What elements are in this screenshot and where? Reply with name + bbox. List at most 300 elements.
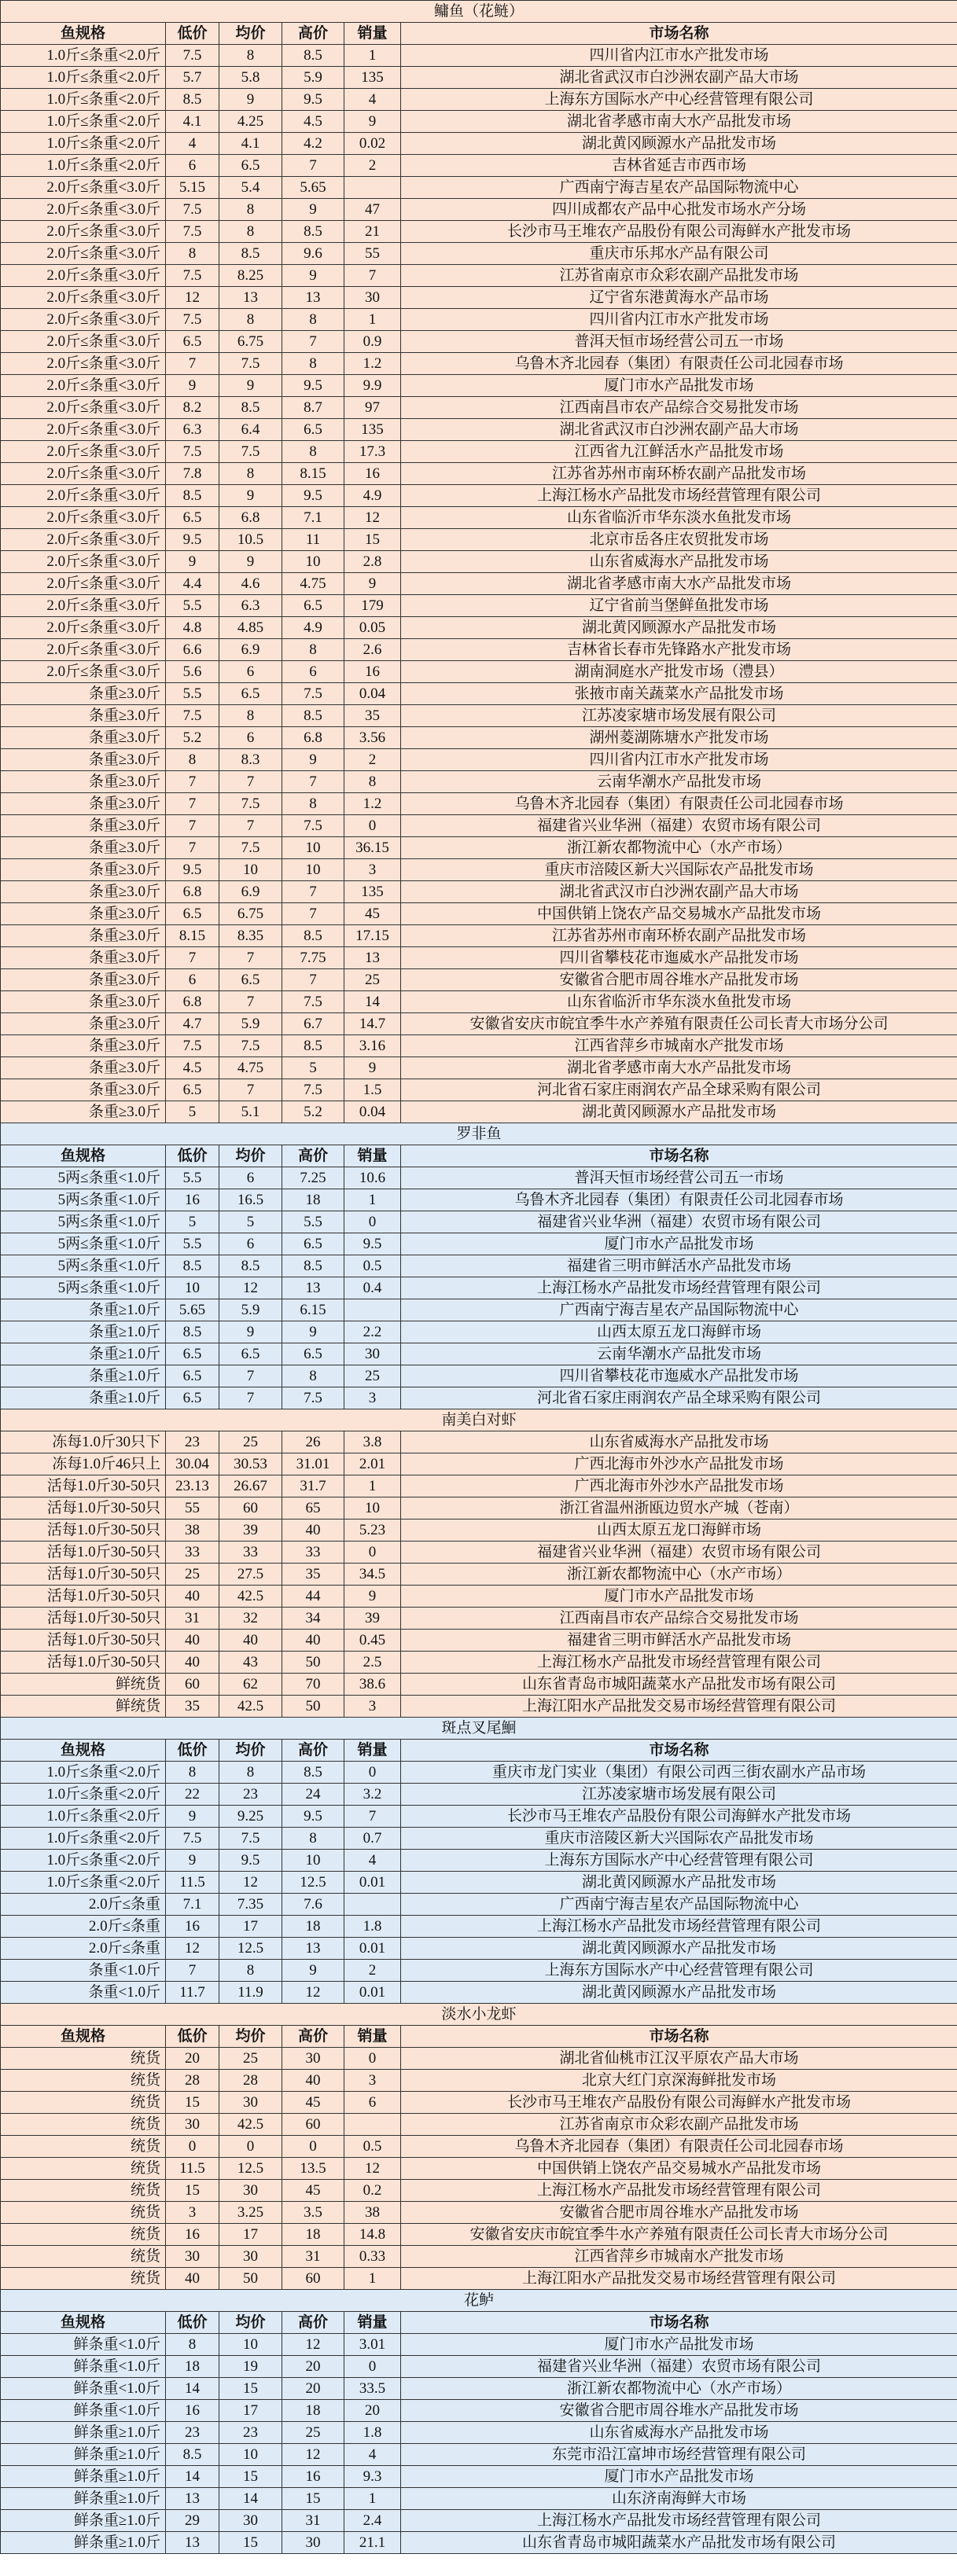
high-price-cell: 16 (282, 2466, 344, 2488)
spec-cell: 鲜条重≥1.0斤 (1, 2444, 166, 2466)
low-price-cell: 15 (166, 2180, 219, 2202)
avg-price-cell: 6 (219, 1233, 282, 1255)
volume-cell: 2.2 (344, 1321, 401, 1343)
volume-cell: 1.5 (344, 1079, 401, 1101)
avg-price-cell: 9 (219, 1321, 282, 1343)
avg-price-cell: 17 (219, 2224, 282, 2246)
table-row (1, 749, 957, 771)
market-cell: 吉林省长春市先锋路水产批发市场 (401, 639, 957, 661)
table-row (1, 2444, 957, 2466)
avg-price-cell: 6 (219, 1167, 282, 1189)
market-cell: 湖北省仙桃市江汉平原农产品大市场 (401, 2048, 957, 2070)
avg-price-cell: 6.9 (219, 639, 282, 661)
column-header: 高价 (282, 1145, 344, 1167)
high-price-cell: 8.5 (282, 221, 344, 243)
spec-cell: 统货 (1, 2268, 166, 2290)
volume-cell: 12 (344, 2158, 401, 2180)
volume-cell: 30 (344, 1343, 401, 1365)
market-cell: 辽宁省前当堡鲜鱼批发市场 (401, 595, 957, 617)
low-price-cell: 5.5 (166, 683, 219, 705)
market-cell: 长沙市马王堆农产品股份有限公司海鲜水产批发市场 (401, 1806, 957, 1828)
volume-cell: 25 (344, 969, 401, 991)
table-row (1, 1696, 957, 1718)
volume-cell: 135 (344, 67, 401, 89)
table-row (1, 1674, 957, 1696)
spec-cell: 条重≥1.0斤 (1, 1387, 166, 1409)
table-row (1, 771, 957, 793)
low-price-cell: 8 (166, 1762, 219, 1784)
table-row (1, 2202, 957, 2224)
volume-cell: 38.6 (344, 1674, 401, 1696)
high-price-cell: 7 (282, 155, 344, 177)
spec-cell: 统货 (1, 2180, 166, 2202)
volume-cell: 9 (344, 111, 401, 133)
avg-price-cell: 9 (219, 485, 282, 507)
avg-price-cell: 16.5 (219, 1189, 282, 1211)
volume-cell: 0.04 (344, 1101, 401, 1123)
section-crayfish (1, 2004, 957, 2290)
market-cell: 江苏省苏州市南环桥农副产品批发市场 (401, 463, 957, 485)
avg-price-cell: 7.35 (219, 1894, 282, 1916)
avg-price-cell: 12 (219, 1277, 282, 1299)
market-cell: 湖北黄冈顾源水产品批发市场 (401, 1982, 957, 2004)
market-cell: 吉林省延吉市西市场 (401, 155, 957, 177)
low-price-cell: 6.5 (166, 1079, 219, 1101)
low-price-cell: 12 (166, 1938, 219, 1960)
low-price-cell: 40 (166, 2268, 219, 2290)
column-header: 高价 (282, 2312, 344, 2334)
low-price-cell: 7.5 (166, 199, 219, 221)
table-row (1, 2048, 957, 2070)
table-row (1, 1630, 957, 1652)
market-cell: 乌鲁木齐北园春（集团）有限责任公司北园春市场 (401, 793, 957, 815)
spec-cell: 鲜条重≥1.0斤 (1, 2466, 166, 2488)
column-header: 市场名称 (401, 2026, 957, 2048)
spec-cell: 条重≥3.0斤 (1, 793, 166, 815)
market-cell: 安徽省合肥市周谷堆水产品批发市场 (401, 2202, 957, 2224)
low-price-cell: 6.5 (166, 331, 219, 353)
high-price-cell: 20 (282, 2378, 344, 2400)
market-cell: 山东济南海鲜大市场 (401, 2488, 957, 2510)
avg-price-cell: 4.6 (219, 573, 282, 595)
avg-price-cell: 7 (219, 1365, 282, 1387)
table-row (1, 1189, 957, 1211)
table-row (1, 969, 957, 991)
volume-cell: 1.2 (344, 793, 401, 815)
table-row (1, 2532, 957, 2554)
table-row (1, 67, 957, 89)
spec-cell: 条重≥3.0斤 (1, 859, 166, 881)
high-price-cell: 7.5 (282, 683, 344, 705)
low-price-cell: 33 (166, 1542, 219, 1564)
avg-price-cell: 42.5 (219, 2114, 282, 2136)
high-price-cell: 20 (282, 2356, 344, 2378)
avg-price-cell: 6.75 (219, 903, 282, 925)
avg-price-cell: 33 (219, 1542, 282, 1564)
volume-cell: 17.3 (344, 441, 401, 463)
low-price-cell: 6 (166, 969, 219, 991)
spec-cell: 2.0斤≤条重<3.0斤 (1, 397, 166, 419)
avg-price-cell: 7.5 (219, 441, 282, 463)
low-price-cell: 30.04 (166, 1453, 219, 1475)
high-price-cell: 3.5 (282, 2202, 344, 2224)
volume-cell: 2.01 (344, 1453, 401, 1475)
table-row (1, 1101, 957, 1123)
volume-cell: 5.23 (344, 1520, 401, 1542)
market-cell: 厦门市水产品批发市场 (401, 1233, 957, 1255)
avg-price-cell: 15 (219, 2378, 282, 2400)
market-cell: 上海东方国际水产中心经营管理有限公司 (401, 1960, 957, 1982)
spec-cell: 条重<1.0斤 (1, 1960, 166, 1982)
column-header: 高价 (282, 1740, 344, 1762)
high-price-cell: 4.2 (282, 133, 344, 155)
spec-cell: 统货 (1, 2114, 166, 2136)
high-price-cell: 4.9 (282, 617, 344, 639)
table-row (1, 2356, 957, 2378)
table-row (1, 551, 957, 573)
table-row (1, 2092, 957, 2114)
spec-cell: 1.0斤≤条重<2.0斤 (1, 111, 166, 133)
table-row (1, 727, 957, 749)
low-price-cell: 14 (166, 2466, 219, 2488)
market-cell: 山东省青岛市城阳蔬菜水产品批发市场有限公司 (401, 2532, 957, 2554)
low-price-cell: 11.5 (166, 1872, 219, 1894)
column-header: 市场名称 (401, 23, 957, 45)
volume-cell: 135 (344, 419, 401, 441)
volume-cell: 10.6 (344, 1167, 401, 1189)
volume-cell: 20 (344, 2400, 401, 2422)
market-cell: 厦门市水产品批发市场 (401, 2466, 957, 2488)
avg-price-cell: 7 (219, 1079, 282, 1101)
avg-price-cell: 12.5 (219, 1938, 282, 1960)
low-price-cell: 16 (166, 2224, 219, 2246)
volume-cell: 2.6 (344, 639, 401, 661)
high-price-cell: 11 (282, 529, 344, 551)
spec-cell: 2.0斤≤条重<3.0斤 (1, 551, 166, 573)
avg-price-cell: 9 (219, 375, 282, 397)
high-price-cell: 40 (282, 1630, 344, 1652)
market-cell: 上海江杨水产品批发市场经营管理有限公司 (401, 1652, 957, 1674)
market-cell: 安徽省安庆市皖宜季牛水产养殖有限责任公司长青大市场分公司 (401, 1013, 957, 1035)
market-cell: 湖南洞庭水产批发市场（澧县） (401, 661, 957, 683)
high-price-cell: 8 (282, 441, 344, 463)
avg-price-cell: 42.5 (219, 1696, 282, 1718)
spec-cell: 条重≥3.0斤 (1, 925, 166, 947)
low-price-cell: 25 (166, 1564, 219, 1586)
volume-cell: 55 (344, 243, 401, 265)
avg-price-cell: 7 (219, 947, 282, 969)
spec-cell: 2.0斤≤条重<3.0斤 (1, 331, 166, 353)
volume-cell: 1 (344, 2488, 401, 2510)
low-price-cell: 7 (166, 771, 219, 793)
spec-cell: 鲜条重≥1.0斤 (1, 2532, 166, 2554)
avg-price-cell: 26.67 (219, 1475, 282, 1497)
high-price-cell: 8.5 (282, 1255, 344, 1277)
low-price-cell: 5.65 (166, 1299, 219, 1321)
table-row (1, 595, 957, 617)
spec-cell: 鲜条重<1.0斤 (1, 2356, 166, 2378)
high-price-cell: 31.7 (282, 1475, 344, 1497)
table-row (1, 617, 957, 639)
volume-cell: 97 (344, 397, 401, 419)
spec-cell: 条重≥3.0斤 (1, 947, 166, 969)
high-price-cell: 24 (282, 1784, 344, 1806)
table-row (1, 1542, 957, 1564)
market-cell: 山东省威海水产品批发市场 (401, 551, 957, 573)
high-price-cell: 6.7 (282, 1013, 344, 1035)
high-price-cell: 9.6 (282, 243, 344, 265)
high-price-cell: 7.5 (282, 1079, 344, 1101)
volume-cell: 135 (344, 881, 401, 903)
market-cell: 浙江新农都物流中心（水产市场） (401, 1564, 957, 1586)
high-price-cell: 6.5 (282, 1343, 344, 1365)
column-header: 鱼规格 (1, 1740, 166, 1762)
avg-price-cell: 11.9 (219, 1982, 282, 2004)
section-channel-catfish (1, 1718, 957, 2004)
avg-price-cell: 9 (219, 89, 282, 111)
high-price-cell: 5.5 (282, 1211, 344, 1233)
high-price-cell: 13 (282, 1277, 344, 1299)
low-price-cell: 5.5 (166, 595, 219, 617)
spec-cell: 1.0斤≤条重<2.0斤 (1, 1872, 166, 1894)
volume-cell: 0 (344, 2048, 401, 2070)
market-cell: 河北省石家庄雨润农产品全球采购有限公司 (401, 1387, 957, 1409)
table-row (1, 1211, 957, 1233)
high-price-cell: 31 (282, 2510, 344, 2532)
volume-cell: 3 (344, 1696, 401, 1718)
market-cell: 广西北海市外沙水产品批发市场 (401, 1475, 957, 1497)
high-price-cell: 45 (282, 2180, 344, 2202)
market-cell: 上海江杨水产品批发市场经营管理有限公司 (401, 2180, 957, 2202)
high-price-cell: 40 (282, 1520, 344, 1542)
spec-cell: 统货 (1, 2136, 166, 2158)
table-row (1, 683, 957, 705)
table-row (1, 1586, 957, 1608)
low-price-cell: 6.6 (166, 639, 219, 661)
table-row (1, 2334, 957, 2356)
high-price-cell: 60 (282, 2114, 344, 2136)
market-cell: 福建省三明市鲜活水产品批发市场 (401, 1255, 957, 1277)
avg-price-cell: 8.3 (219, 749, 282, 771)
high-price-cell: 4.75 (282, 573, 344, 595)
market-cell: 安徽省安庆市皖宜季牛水产养殖有限责任公司长青大市场分公司 (401, 2224, 957, 2246)
avg-price-cell: 39 (219, 1520, 282, 1542)
spec-cell: 1.0斤≤条重<2.0斤 (1, 45, 166, 67)
low-price-cell: 5.7 (166, 67, 219, 89)
market-cell: 厦门市水产品批发市场 (401, 2334, 957, 2356)
spec-cell: 2.0斤≤条重 (1, 1894, 166, 1916)
volume-cell: 3.16 (344, 1035, 401, 1057)
high-price-cell: 7 (282, 331, 344, 353)
section-title-row (1, 1409, 957, 1431)
market-cell: 乌鲁木齐北园春（集团）有限责任公司北园春市场 (401, 353, 957, 375)
table-row (1, 1960, 957, 1982)
high-price-cell: 40 (282, 2070, 344, 2092)
section-title-row (1, 1718, 957, 1740)
high-price-cell: 12 (282, 1982, 344, 2004)
market-cell: 重庆市乐邦水产品有限公司 (401, 243, 957, 265)
spec-cell: 统货 (1, 2158, 166, 2180)
avg-price-cell: 7.5 (219, 793, 282, 815)
spec-cell: 条重≥3.0斤 (1, 815, 166, 837)
spec-cell: 条重<1.0斤 (1, 1982, 166, 2004)
avg-price-cell: 30.53 (219, 1453, 282, 1475)
table-row (1, 1762, 957, 1784)
avg-price-cell: 6.5 (219, 683, 282, 705)
market-cell: 福建省三明市鲜活水产品批发市场 (401, 1630, 957, 1652)
market-cell: 浙江新农都物流中心（水产市场） (401, 837, 957, 859)
volume-cell: 0.45 (344, 1630, 401, 1652)
high-price-cell: 13 (282, 1938, 344, 1960)
low-price-cell: 9.5 (166, 529, 219, 551)
spec-cell: 2.0斤≤条重<3.0斤 (1, 463, 166, 485)
volume-cell: 14.8 (344, 2224, 401, 2246)
section-bighead-carp (1, 1, 957, 1123)
spec-cell: 2.0斤≤条重<3.0斤 (1, 221, 166, 243)
table-row (1, 1894, 957, 1916)
market-cell: 江西省九江鲜活水产品批发市场 (401, 441, 957, 463)
volume-cell: 3.01 (344, 2334, 401, 2356)
section-title: 南美白对虾 (1, 1409, 957, 1431)
high-price-cell: 44 (282, 1586, 344, 1608)
high-price-cell: 8.5 (282, 1762, 344, 1784)
spec-cell: 1.0斤≤条重<2.0斤 (1, 1828, 166, 1850)
spec-cell: 统货 (1, 2092, 166, 2114)
spec-cell: 条重≥3.0斤 (1, 903, 166, 925)
high-price-cell: 33 (282, 1542, 344, 1564)
volume-cell: 38 (344, 2202, 401, 2224)
spec-cell: 2.0斤≤条重<3.0斤 (1, 485, 166, 507)
spec-cell: 1.0斤≤条重<2.0斤 (1, 155, 166, 177)
market-cell: 湖北省孝感市南大水产品批发市场 (401, 573, 957, 595)
high-price-cell: 6.5 (282, 419, 344, 441)
table-row (1, 1982, 957, 2004)
table-row (1, 573, 957, 595)
market-cell: 江苏省南京市众彩农副产品批发市场 (401, 265, 957, 287)
low-price-cell: 30 (166, 2114, 219, 2136)
high-price-cell: 8.15 (282, 463, 344, 485)
volume-cell: 0 (344, 2356, 401, 2378)
spec-cell: 活每1.0斤30-50只 (1, 1564, 166, 1586)
column-header: 低价 (166, 1740, 219, 1762)
table-row (1, 1255, 957, 1277)
low-price-cell: 6.5 (166, 1387, 219, 1409)
volume-cell: 0.01 (344, 1938, 401, 1960)
low-price-cell: 14 (166, 2378, 219, 2400)
volume-cell: 0.2 (344, 2180, 401, 2202)
high-price-cell: 8 (282, 353, 344, 375)
market-cell: 乌鲁木齐北园春（集团）有限责任公司北园春市场 (401, 2136, 957, 2158)
spec-cell: 5两≤条重<1.0斤 (1, 1277, 166, 1299)
volume-cell: 33.5 (344, 2378, 401, 2400)
low-price-cell: 18 (166, 2356, 219, 2378)
column-header: 低价 (166, 23, 219, 45)
spec-cell: 1.0斤≤条重<2.0斤 (1, 1850, 166, 1872)
low-price-cell: 5.5 (166, 1167, 219, 1189)
avg-price-cell: 28 (219, 2070, 282, 2092)
table-row (1, 1167, 957, 1189)
section-title-row (1, 1123, 957, 1145)
spec-cell: 条重≥3.0斤 (1, 969, 166, 991)
table-row (1, 529, 957, 551)
volume-cell: 14.7 (344, 1013, 401, 1035)
volume-cell: 39 (344, 1608, 401, 1630)
spec-cell: 2.0斤≤条重<3.0斤 (1, 353, 166, 375)
volume-cell: 0 (344, 1542, 401, 1564)
section-title: 罗非鱼 (1, 1123, 957, 1145)
low-price-cell: 6.8 (166, 881, 219, 903)
avg-price-cell: 43 (219, 1652, 282, 1674)
volume-cell: 10 (344, 1497, 401, 1520)
table-row (1, 1057, 957, 1079)
table-row (1, 309, 957, 331)
volume-cell: 1.8 (344, 2422, 401, 2444)
avg-price-cell: 14 (219, 2488, 282, 2510)
market-cell: 江苏凌家塘市场发展有限公司 (401, 1784, 957, 1806)
section-title: 花鲈 (1, 2290, 957, 2312)
high-price-cell: 7.1 (282, 507, 344, 529)
column-header: 均价 (219, 23, 282, 45)
volume-cell: 0.01 (344, 1872, 401, 1894)
table-row (1, 837, 957, 859)
high-price-cell: 4.5 (282, 111, 344, 133)
low-price-cell: 5.5 (166, 1233, 219, 1255)
table-row (1, 463, 957, 485)
low-price-cell: 6.3 (166, 419, 219, 441)
avg-price-cell: 6.4 (219, 419, 282, 441)
table-row (1, 331, 957, 353)
high-price-cell: 34 (282, 1608, 344, 1630)
market-cell: 江西南昌市农产品综合交易批发市场 (401, 397, 957, 419)
market-cell: 湖北黄冈顾源水产品批发市场 (401, 1872, 957, 1894)
volume-cell (344, 1894, 401, 1916)
volume-cell: 1.2 (344, 353, 401, 375)
table-row (1, 991, 957, 1013)
table-row (1, 89, 957, 111)
high-price-cell: 7.75 (282, 947, 344, 969)
spec-cell: 统货 (1, 2224, 166, 2246)
volume-cell: 21 (344, 221, 401, 243)
high-price-cell: 35 (282, 1564, 344, 1586)
spec-cell: 活每1.0斤30-50只 (1, 1542, 166, 1564)
avg-price-cell: 25 (219, 2048, 282, 2070)
low-price-cell: 20 (166, 2048, 219, 2070)
spec-cell: 鲜条重≥1.0斤 (1, 2422, 166, 2444)
table-row (1, 375, 957, 397)
volume-cell: 2.5 (344, 1652, 401, 1674)
low-price-cell: 40 (166, 1586, 219, 1608)
low-price-cell: 4.5 (166, 1057, 219, 1079)
volume-cell: 3 (344, 859, 401, 881)
table-row (1, 1277, 957, 1299)
spec-cell: 条重≥3.0斤 (1, 705, 166, 727)
volume-cell: 1 (344, 2268, 401, 2290)
spec-cell: 1.0斤≤条重<2.0斤 (1, 133, 166, 155)
table-row (1, 2400, 957, 2422)
spec-cell: 条重≥3.0斤 (1, 1079, 166, 1101)
low-price-cell: 38 (166, 1520, 219, 1542)
high-price-cell: 26 (282, 1431, 344, 1453)
low-price-cell: 7 (166, 353, 219, 375)
volume-cell: 2 (344, 155, 401, 177)
volume-cell: 17.15 (344, 925, 401, 947)
table-row (1, 243, 957, 265)
volume-cell: 0.04 (344, 683, 401, 705)
spec-cell: 统货 (1, 2070, 166, 2092)
table-row (1, 2070, 957, 2092)
low-price-cell: 5.2 (166, 727, 219, 749)
table-row (1, 1035, 957, 1057)
